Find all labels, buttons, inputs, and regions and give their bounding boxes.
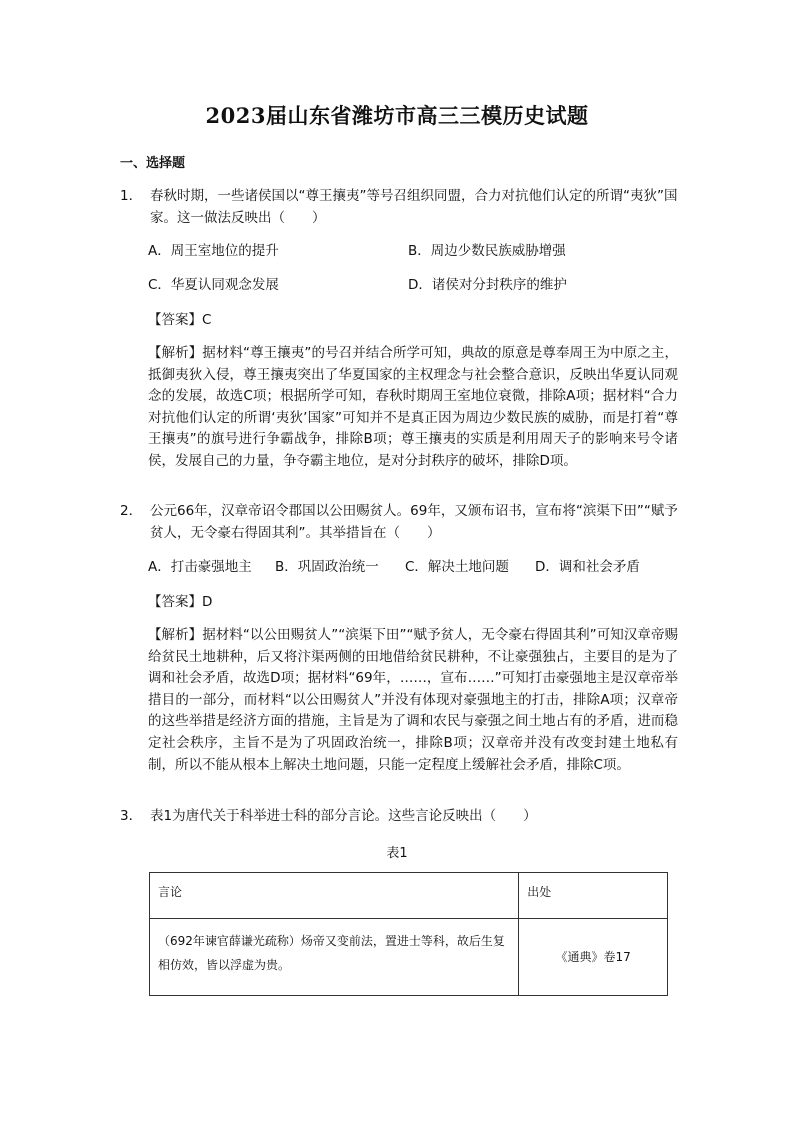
option-a: A．打击豪强地主 — [148, 559, 252, 575]
option-c: C．解决土地问题 — [405, 559, 509, 575]
option-d: D．调和社会矛盾 — [535, 559, 640, 575]
column-header-source: 出处 — [519, 873, 668, 919]
section-heading: 一、选择题 — [120, 156, 186, 171]
table-caption: 表1 — [386, 846, 408, 861]
column-header-statement: 言论 — [150, 873, 519, 919]
question-stem: 春秋时期，一些诸侯国以“尊王攘夷”等号召组织同盟，合力对抗他们认定的所谓“夷狄”国家。这一做法反映出（ ） — [150, 188, 678, 226]
option-b: B．巩固政治统一 — [275, 559, 379, 575]
option-c: C．华夏认同观念发展 — [148, 277, 279, 293]
option-d: D．诸侯对分封秩序的维护 — [408, 277, 567, 293]
option-a: A．周王室地位的提升 — [148, 243, 279, 259]
analysis-text: 【解析】据材料“尊王攘夷”的号召并结合所学可知，典故的原意是尊奉周王为中原之主，抵御夷狄入侵，尊王攘夷突出了华夏国家的主权理念与社会整合意识，反映出华夏认同观念的发展，故选C项；根据所学可知，春秋时期周王室地位衰微，排除A项；据材料“合力对抗他们认定的所谓‘夷狄’国家”可知并不是真正因为周边少数民族的威胁，而是打着“尊王攘夷”的旗号进行争霸战争，排除B项；尊王攘夷的实质是利用周天子的影响来号令诸侯，发展自己的力量，争夺霸主地位，是对分封秩序的破坏，排除D项。 — [148, 345, 678, 469]
answer-label: 【答案】C — [148, 312, 212, 328]
table-header-row — [150, 873, 668, 919]
answer-label: 【答案】D — [148, 594, 213, 610]
option-b: B．周边少数民族威胁增强 — [408, 243, 566, 259]
question-number: 1． — [120, 188, 143, 204]
question-stem: 公元66年，汉章帝诏令郡国以公田赐贫人。69年，又颁布诏书，宣布将“滨渠下田”“赋予贫人，无令豪右得固其利”。其举措旨在（ ） — [150, 503, 678, 541]
table-cell-statement: （692年谏官薛谦光疏称）炀帝又变前法，置进士等科，故后生复相仿效，皆以浮虚为贵。 — [150, 919, 519, 996]
page-title: 2023届山东省潍坊市高三三模历史试题 — [205, 103, 589, 128]
question-1 — [120, 185, 680, 229]
table-row — [150, 919, 668, 996]
analysis-text: 【解析】据材料“以公田赐贫人”“滨渠下田”“赋予贫人，无令豪右得固其利”可知汉章帝赐给贫民土地耕种，后又将汴渠两侧的田地借给贫民耕种，不让豪强独占，主要目的是为了调和社会矛盾，故选D项；据材料“69年，……，宣布……”可知打击豪强地主是汉章帝举措目的一部分，而材料“以公田赐贫人”并没有体现对豪强地主的打击，排除A项；汉章帝的这些举措是经济方面的措施，主旨是为了调和农民与豪强之间土地占有的矛盾，进而稳定社会秩序，主旨不是为了巩固政治统一，排除B项；汉章帝并没有改变封建土地私有制，所以不能从根本上解决土地问题，只能一定程度上缓解社会矛盾，排除C项。 — [148, 627, 678, 773]
question-3 — [120, 805, 680, 827]
table-cell-source: 《通典》卷17 — [519, 919, 668, 996]
question-2 — [120, 500, 680, 544]
question-number: 3． — [120, 808, 143, 824]
question-number: 2． — [120, 503, 143, 519]
data-table — [149, 872, 668, 996]
question-stem: 表1为唐代关于科举进士科的部分言论。这些言论反映出（ ） — [150, 808, 537, 824]
